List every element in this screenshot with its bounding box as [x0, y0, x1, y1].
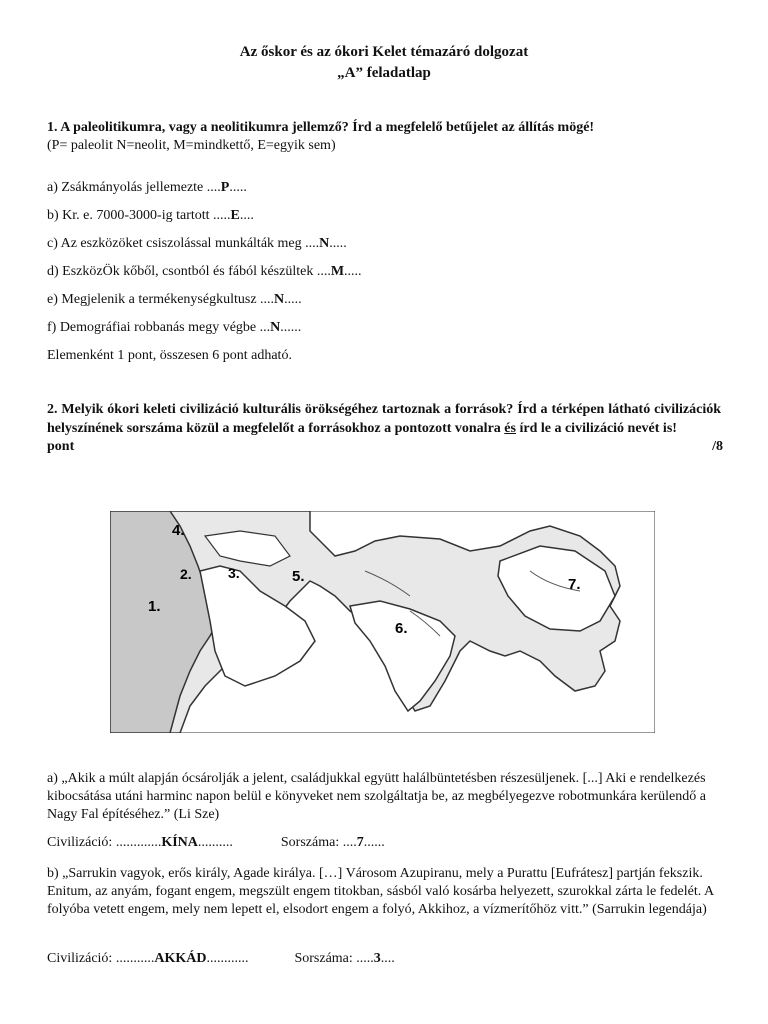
q2-points: /8	[712, 439, 723, 454]
map-label-5: 5.	[292, 568, 305, 585]
item-text: a) Zsákmányolás jellemezte ....	[47, 180, 221, 195]
page-title: Az őskor és az ókori Kelet témazáró dolgozat	[239, 44, 529, 60]
item-answer: N	[274, 292, 285, 307]
civ-label: Civilizáció: .............	[47, 835, 162, 850]
map-label-3: 3.	[228, 565, 240, 581]
q1-item-d	[47, 264, 362, 280]
map-label-7: 7.	[568, 576, 581, 593]
item-dots: .....	[229, 180, 247, 195]
civ-answer: KÍNA	[161, 835, 198, 850]
q2-text-b: írd le a civilizáció nevét is!	[515, 420, 677, 436]
item-dots: .....	[344, 264, 362, 279]
civ-answer: AKKÁD	[154, 951, 207, 966]
q1-item-e	[47, 292, 302, 308]
num-answer: 7	[356, 835, 364, 850]
q1-legend: (P= paleolit N=neolit, M=mindkettő, E=egyik sem)	[47, 138, 336, 153]
num-label: Sorszáma: ....	[280, 835, 357, 850]
page-subtitle: „A” feladatlap	[337, 65, 431, 81]
item-text: c) Az eszközöket csiszolással munkálták meg ....	[47, 236, 320, 251]
item-answer: P	[220, 180, 230, 195]
num-answer: 3	[373, 951, 381, 966]
q1-question: 1. A paleolitikumra, vagy a neolitikumra jellemző? Írd a megfelelő betűjelet az állítás mögé!	[47, 120, 595, 135]
item-text: d) EszközÖk kőből, csontból és fából készültek ....	[47, 264, 331, 279]
item-answer: M	[330, 264, 345, 279]
item-dots: .....	[284, 292, 302, 307]
source-b-text: b) „Sarrukin vagyok, erős király, Agade királya. […] Városom Azupiranu, mely a Purattu [Eufrátesz] partján fekszik. Enitum, az anyám, fogant engem, megszült engem titokban, sásból való kosárba helyezett, szurokkal zárta le fedelét. A folyóba vetett engem, mely nem lepett el, elsodort engem a folyó, Akkihoz, a vízmerítőhöz vitt.” (Sarrukin legendája)	[47, 866, 714, 917]
source-a-text: a) „Akik a múlt alapján ócsárolják a jelent, családjukkal együtt halálbüntetésben részesüljenek. [...] Aki e rendelkezés kibocsátása utáni harminc napon belül e könyveket nem szolgáltatja be, az megbélyegezve robotmunkára kerülendő a Nagy Fal építéséhez.” (Li Sze)	[47, 771, 706, 822]
q1-item-f	[47, 320, 301, 336]
item-dots: .....	[329, 236, 347, 251]
num-dots: ......	[363, 835, 385, 850]
map-label-4: 4.	[172, 522, 185, 539]
q2-points-word: pont	[47, 439, 75, 454]
num-dots: ....	[380, 951, 395, 966]
q1-item-c	[47, 236, 347, 252]
civ-dots: ............	[206, 951, 249, 966]
item-dots: ....	[239, 208, 254, 223]
source-a-answer-line	[47, 835, 385, 851]
q1-item-b	[47, 208, 254, 224]
map-image	[110, 511, 655, 733]
item-text: e) Megjelenik a termékenységkultusz ....	[47, 292, 275, 307]
map-label-1: 1.	[148, 598, 161, 615]
item-dots: ......	[280, 320, 302, 335]
source-b-answer-line	[47, 951, 395, 967]
item-answer: E	[230, 208, 240, 223]
q1-item-a	[47, 180, 247, 196]
map-label-6: 6.	[395, 620, 408, 637]
item-text: f) Demográfiai robbanás megy végbe ...	[47, 320, 271, 335]
civ-label: Civilizáció: ...........	[47, 951, 155, 966]
item-answer: N	[270, 320, 281, 335]
q1-scoring: Elemenként 1 pont, összesen 6 pont adható.	[47, 348, 292, 363]
civ-dots: ..........	[197, 835, 233, 850]
q2-text-a: 2. Melyik ókori keleti civilizáció kulturális örökségéhez tartoznak a források? Írd a térképen látható civilizációk helyszínének sorszáma közül a megfelelőt a forrásokhoz a pontozott vonalra	[47, 402, 721, 436]
q2-text-es: és	[504, 420, 516, 436]
item-answer: N	[319, 236, 330, 251]
q2-question	[47, 401, 721, 457]
map-label-2: 2.	[180, 566, 192, 582]
item-text: b) Kr. e. 7000-3000-ig tartott .....	[47, 208, 231, 223]
num-label: Sorszáma: .....	[294, 951, 374, 966]
